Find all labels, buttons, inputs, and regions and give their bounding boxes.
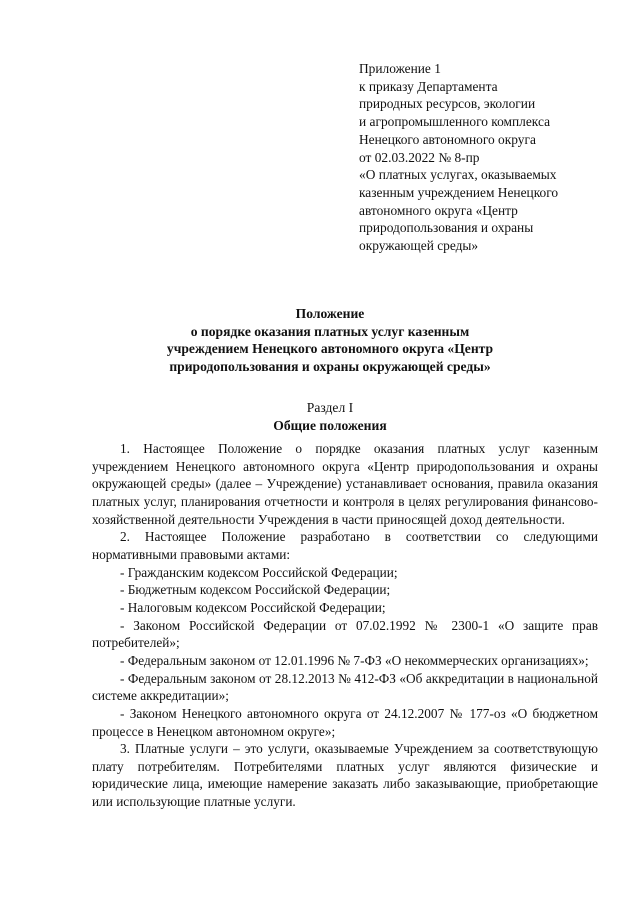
section-name: Общие положения [273,417,387,433]
list-item: - Федеральным законом от 12.01.1996 № 7-ФЗ «О некоммерческих организациях»; [120,652,589,668]
list-item: - Законом Российской Федерации от 07.02.1992 № 2300-1 «О защите прав потребителей»; [92,617,598,651]
list-item: - Гражданским кодексом Российской Федерации; [120,564,398,580]
appendix-block [359,60,609,255]
paragraph-3: 3. Платные услуги – это услуги, оказываемые Учреждением за соответствующую плату потребителям. Потребителями платных услуг являются физические и юридические лица, имеющие намерение заказать либо заказывающие, приобретающие или использующие платные услуги. [92,741,598,810]
section-number: Раздел I [306,400,354,415]
appendix-line: к приказу Департамента [359,78,498,94]
appendix-line: Приложение 1 [359,61,441,76]
list-item: - Налоговым кодексом Российской Федерации; [120,599,386,615]
document-body [92,440,598,811]
document-title [80,305,580,375]
appendix-line: «О платных услугах, оказываемых [359,167,557,183]
paragraph-2: 2. Настоящее Положение разработано в соответствии со следующими нормативными правовыми актами: [92,529,598,562]
section-heading [80,399,580,434]
title-line: учреждением Ненецкого автономного округа «Центр [166,341,494,357]
appendix-line: природных ресурсов, экологии [359,96,536,112]
paragraph-1: 1. Настоящее Положение о порядке оказания платных услуг казенным учреждением Ненецкого автономного округа «Центр природопользования и охраны окружающей среды» (далее – Учреждение) устанавливает основания, правила оказания платных услуг, планирования отчетности и контроля в целях регулирования финансово-хозяйственной деятельности Учреждения в части приносящей доход деятельности. [92,441,598,527]
appendix-line: автономного округа «Центр [359,202,518,218]
appendix-line: Ненецкого автономного округа [359,131,536,147]
list-item: - Федеральным законом от 28.12.2013 № 412-ФЗ «Об аккредитации в национальной системе аккредитации»; [92,670,598,704]
title-line: Положение [295,306,365,321]
appendix-line: окружающей среды» [359,238,479,254]
list-item: - Законом Ненецкого автономного округа от 24.12.2007 № 177-оз «О бюджетном процессе в Ненецком автономном округе»; [92,705,598,739]
appendix-line: от 02.03.2022 № 8-пр [359,149,480,165]
appendix-line: казенным учреждением Ненецкого [359,184,559,200]
list-item: - Бюджетным кодексом Российской Федерации; [120,582,391,598]
appendix-line: природопользования и охраны [359,220,534,236]
title-line: природопользования и охраны окружающей среды» [169,358,491,374]
appendix-line: и агропромышленного комплекса [359,114,551,130]
title-line: о порядке оказания платных услуг казенным [190,323,470,339]
